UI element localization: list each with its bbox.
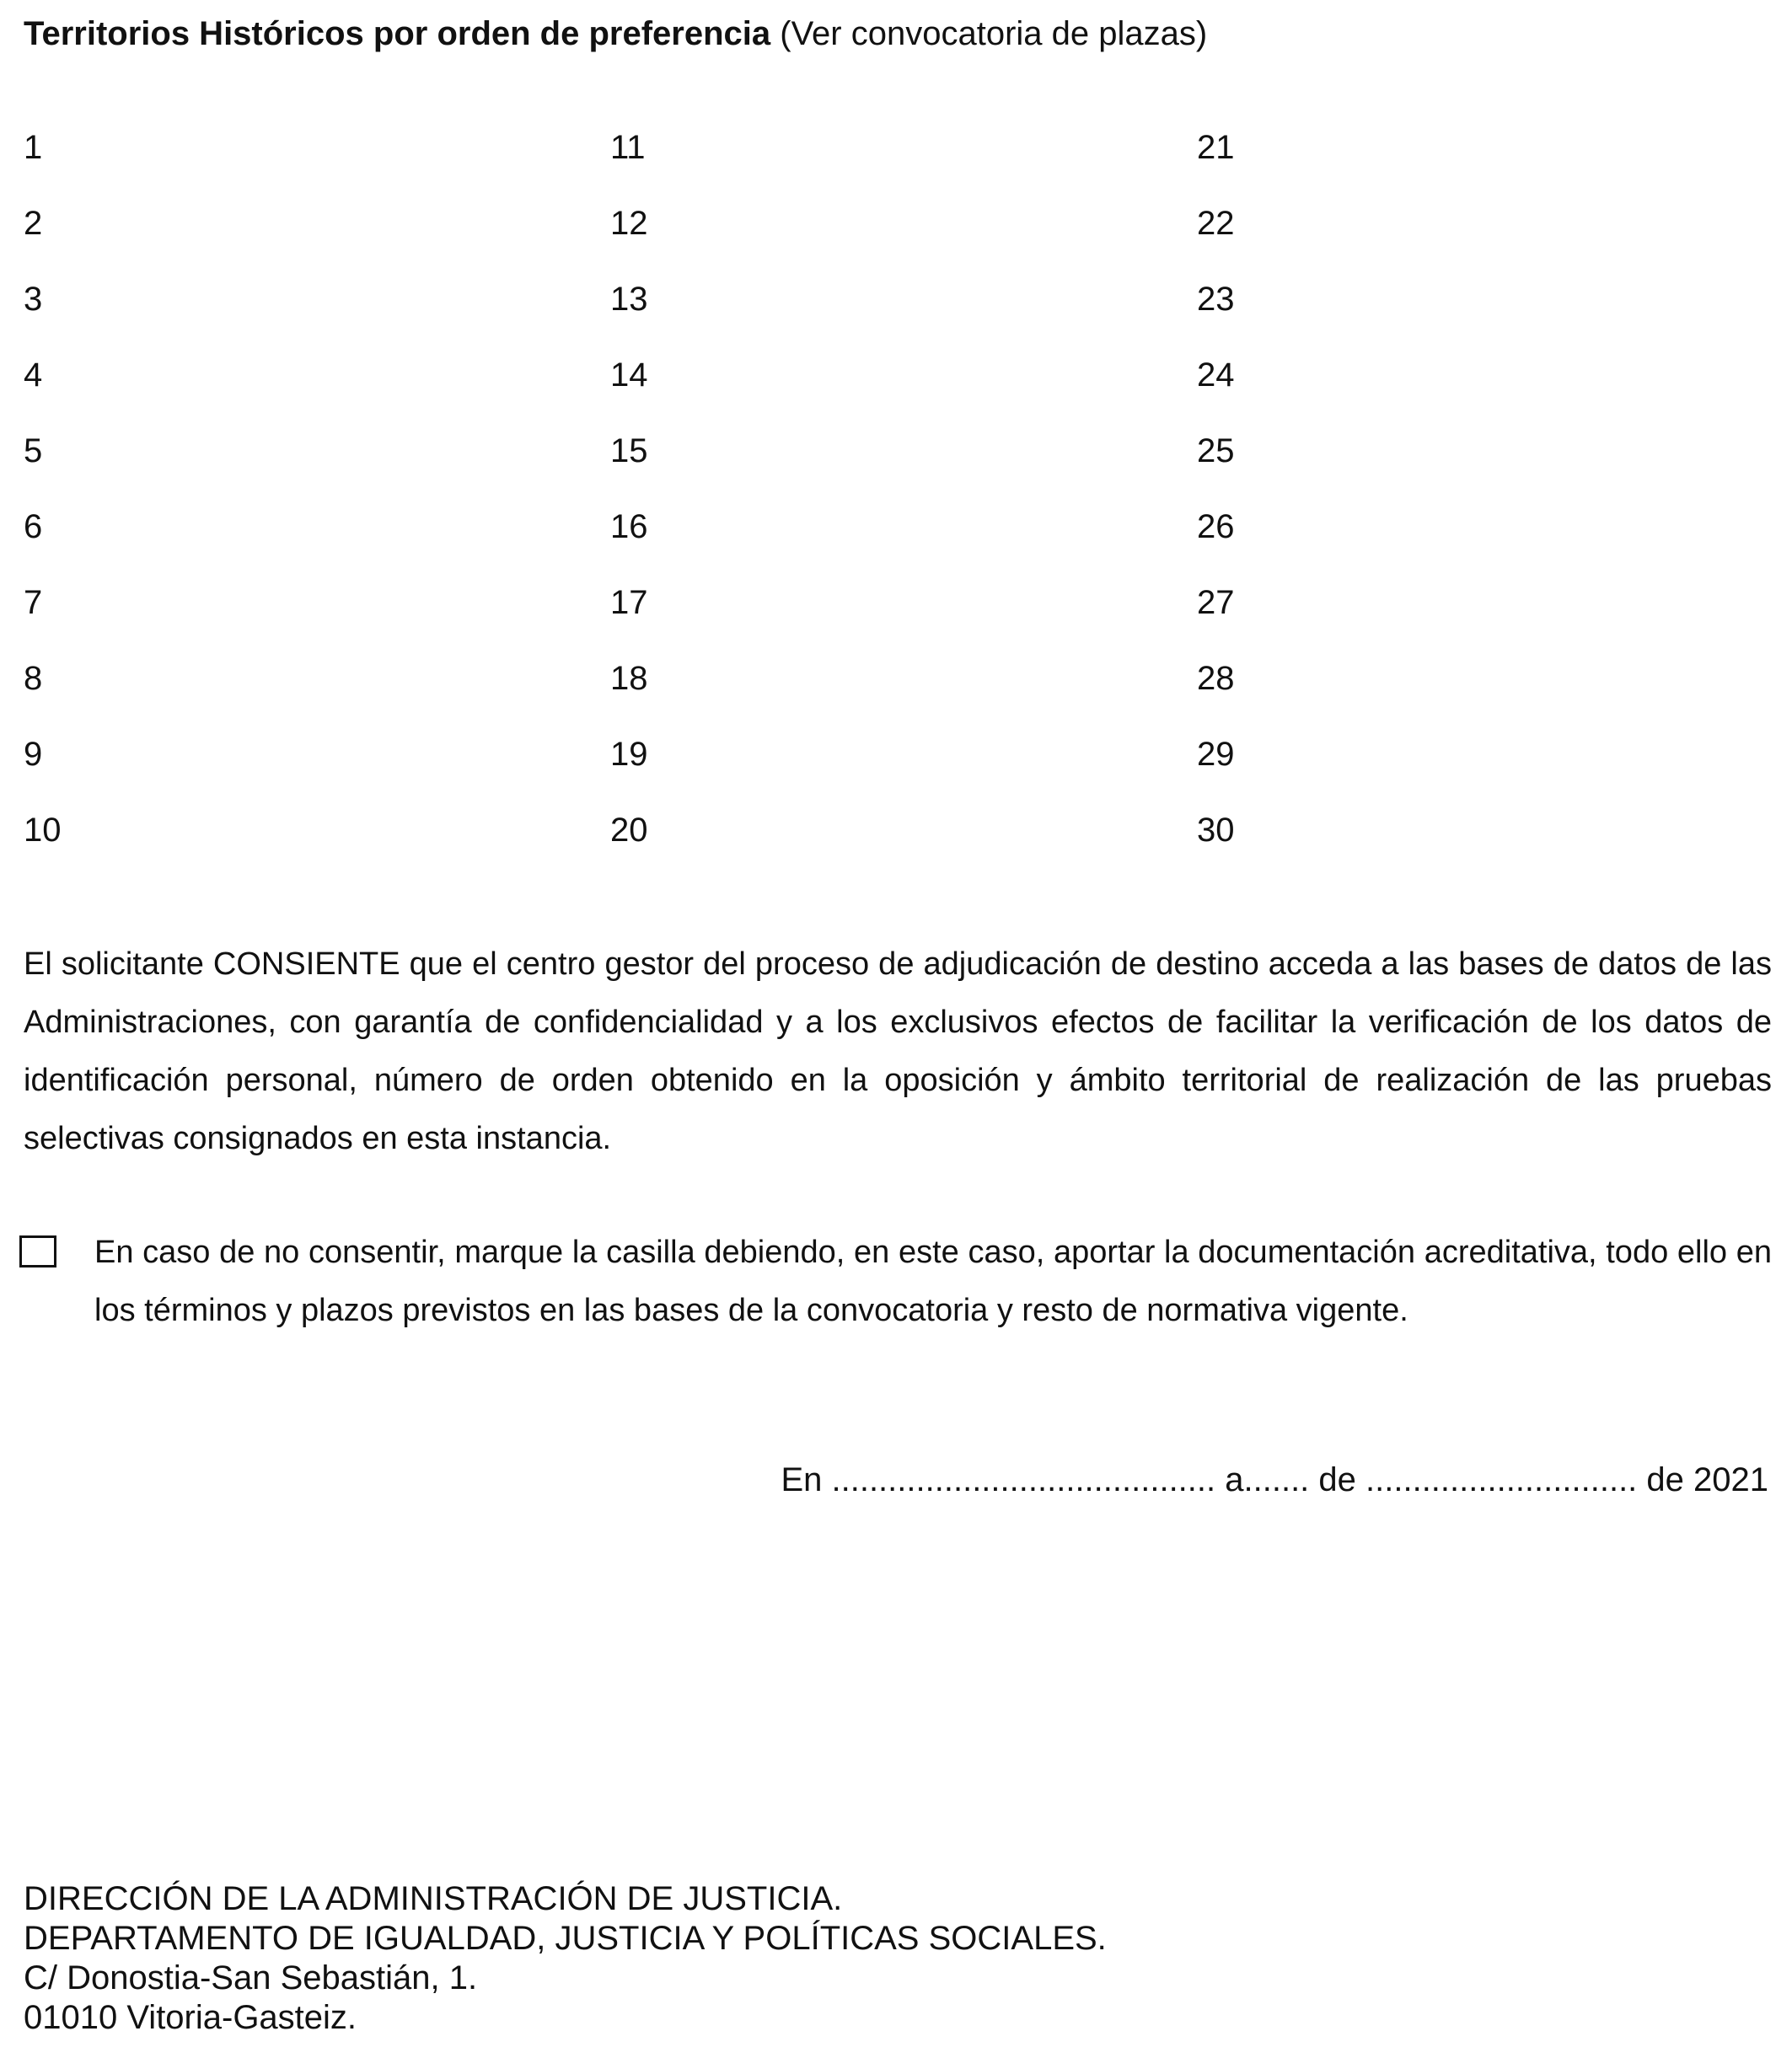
section-title-bold: Territorios Históricos por orden de preferencia <box>24 15 771 52</box>
address-line-1: DIRECCIÓN DE LA ADMINISTRACIÓN DE JUSTICIA. <box>24 1880 843 1917</box>
preference-number[interactable]: 13 <box>610 281 648 318</box>
preference-number[interactable]: 12 <box>610 205 648 242</box>
preference-number[interactable]: 22 <box>1197 205 1235 242</box>
preference-number[interactable]: 4 <box>24 356 43 394</box>
address-line-2: DEPARTAMENTO DE IGUALDAD, JUSTICIA Y POLÍTICAS SOCIALES. <box>24 1920 1107 1957</box>
section-title <box>24 12 1207 56</box>
recipient-address <box>24 1879 1107 2038</box>
preference-number[interactable]: 9 <box>24 736 43 773</box>
preference-number[interactable]: 5 <box>24 432 43 469</box>
opt-out-checkbox[interactable] <box>19 1235 56 1267</box>
preference-number[interactable]: 18 <box>610 660 648 697</box>
preference-number[interactable]: 24 <box>1197 356 1235 394</box>
preference-number[interactable]: 21 <box>1197 129 1235 166</box>
preference-number[interactable]: 28 <box>1197 660 1235 697</box>
preference-column-2 <box>610 122 863 881</box>
preference-number[interactable]: 23 <box>1197 281 1235 318</box>
address-line-3: C/ Donostia-San Sebastián, 1. <box>24 1959 478 1996</box>
preference-number[interactable]: 19 <box>610 736 648 773</box>
preference-number[interactable]: 30 <box>1197 812 1235 849</box>
address-line-4: 01010 Vitoria-Gasteiz. <box>24 1999 357 2036</box>
preference-number[interactable]: 15 <box>610 432 648 469</box>
section-title-note: (Ver convocatoria de plazas) <box>780 15 1208 52</box>
preference-number[interactable]: 7 <box>24 584 43 621</box>
preference-column-1 <box>24 122 276 881</box>
preference-number[interactable]: 20 <box>610 812 648 849</box>
preference-number[interactable]: 14 <box>610 356 648 394</box>
preference-number[interactable]: 11 <box>610 129 646 166</box>
place-date-line[interactable]: En ......................................... a....... de ............................. de 2021 <box>781 1461 1768 1498</box>
preference-number[interactable]: 2 <box>24 205 43 242</box>
preference-number[interactable]: 10 <box>24 812 62 849</box>
preference-number[interactable]: 26 <box>1197 508 1235 545</box>
preference-number[interactable]: 17 <box>610 584 648 621</box>
preference-number[interactable]: 16 <box>610 508 648 545</box>
consent-paragraph: El solicitante CONSIENTE que el centro gestor del proceso de adjudicación de destino acceda a las bases de datos de las Administraciones, con garantía de confidencialidad y a los exclusivos efectos de facilitar la verificación de los datos de identificación personal, número de orden obtenido en la oposición y ámbito territorial de realización de las pruebas selectivas consignados en esta instancia. <box>24 946 1772 1156</box>
preference-number[interactable]: 6 <box>24 508 43 545</box>
preference-number[interactable]: 25 <box>1197 432 1235 469</box>
opt-out-text: En caso de no consentir, marque la casilla debiendo, en este caso, aportar la documentación acreditativa, todo ello en los términos y plazos previstos en las bases de la convocatoria y resto de normativa vigente. <box>94 1235 1772 1328</box>
preference-number[interactable]: 29 <box>1197 736 1235 773</box>
preference-number[interactable]: 27 <box>1197 584 1235 621</box>
preference-number[interactable]: 1 <box>24 129 43 166</box>
preference-column-3 <box>1197 122 1450 881</box>
preference-number[interactable]: 3 <box>24 281 43 318</box>
preference-number[interactable]: 8 <box>24 660 43 697</box>
